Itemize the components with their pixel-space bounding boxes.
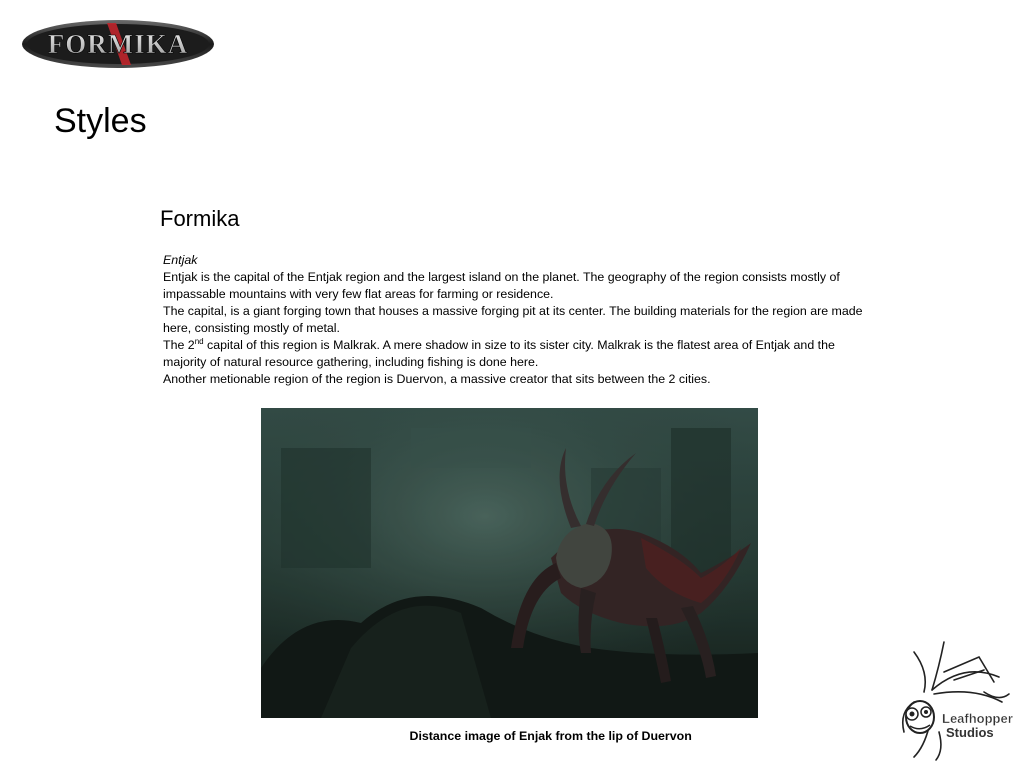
paragraph-1: Entjak is the capital of the Entjak region and the largest island on the planet. The geography of the region consists mostly of impassable mountains with very few flat areas for farming or residence. [163,270,840,301]
body-text [163,252,863,388]
paragraph-4: Another metionable region of the region is Duervon, a massive creator that sits between the 2 cities. [163,372,711,386]
leafhopper-studios-logo [884,632,1022,766]
paragraph-3-prefix: The 2 [163,338,195,352]
formika-logo [21,19,215,69]
ordinal-superscript: nd [194,337,204,346]
slide-title: Styles [54,102,147,140]
paragraph-3-rest: capital of this region is Malkrak. A mere shadow in size to its sister city. Malkrak is the flatest area of Entjak and the majority of natural resource gathering, including fishing is done here. [163,338,835,369]
section-heading: Formika [160,206,240,231]
artwork-caption-text: Distance image of Enjak from the lip of Duervon [409,729,692,743]
studio-logo-line2: Studios [946,725,994,740]
paragraph-3 [163,337,863,371]
studio-logo-line1: Leafhopper [942,711,1013,726]
formika-logo-text: FORMIKA [47,29,189,59]
paragraph-2: The capital, is a giant forging town that houses a massive forging pit at its center. The building materials for the region are made here, consisting mostly of metal. [163,304,863,335]
concept-artwork-image [261,408,758,718]
subheading-entjak: Entjak [163,253,198,267]
artwork-caption [261,728,741,745]
